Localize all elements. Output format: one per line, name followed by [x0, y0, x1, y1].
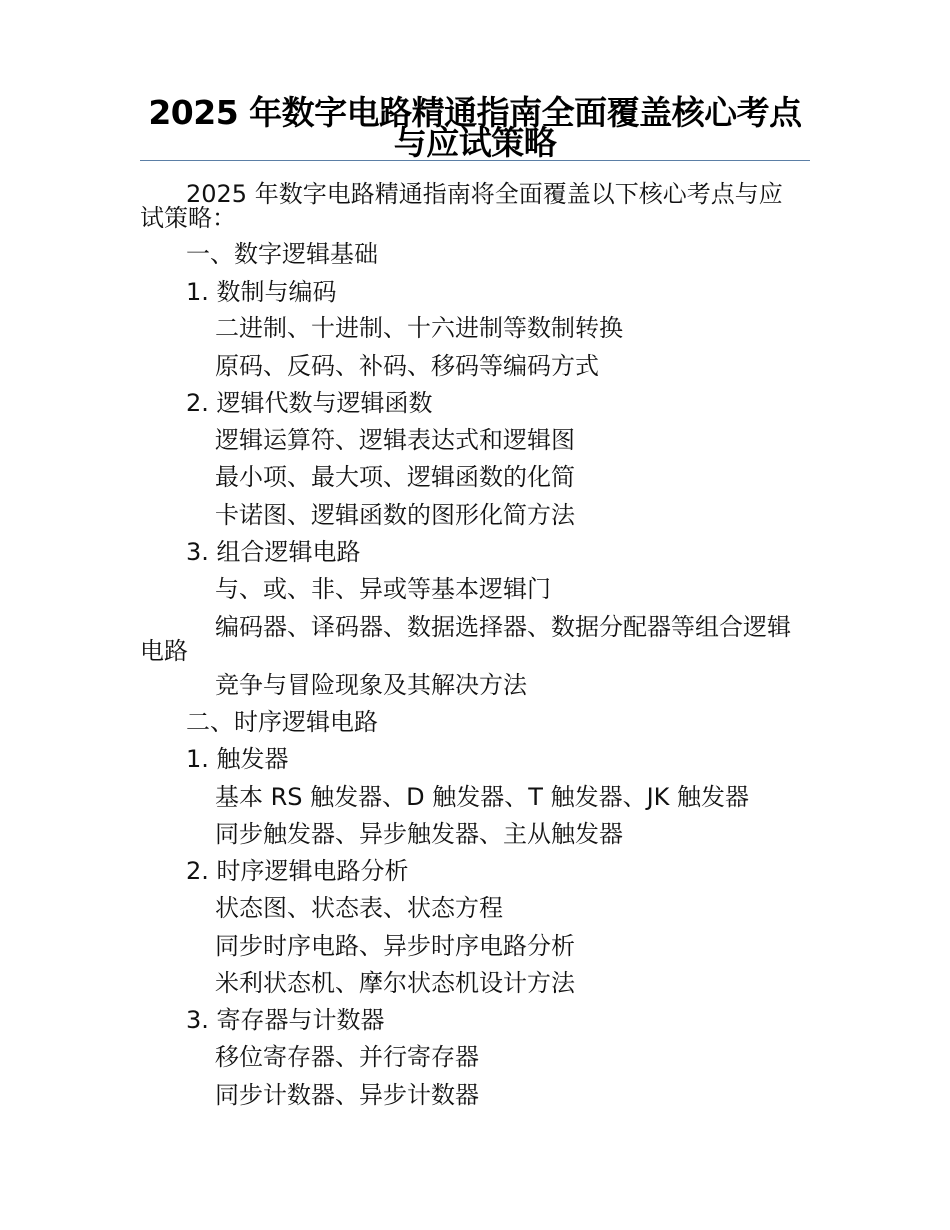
- list-item: 二进制、十进制、十六进制等数制转换: [215, 314, 623, 342]
- intro-paragraph: 2025 年数字电路精通指南将全面覆盖以下核心考点与应试策略：: [140, 180, 783, 232]
- list-item: 移位寄存器、并行寄存器: [215, 1043, 479, 1071]
- title-divider: [140, 160, 810, 161]
- subsection-heading: 3. 寄存器与计数器: [186, 1006, 385, 1034]
- section-heading: 一、数字逻辑基础: [186, 240, 378, 268]
- list-item: 同步计数器、异步计数器: [215, 1081, 479, 1109]
- list-item: 米利状态机、摩尔状态机设计方法: [215, 969, 575, 997]
- list-item: 编码器、译码器、数据选择器、数据分配器等组合逻辑电路: [140, 613, 791, 665]
- subsection-heading: 2. 时序逻辑电路分析: [186, 857, 409, 885]
- subsection-heading: 1. 触发器: [186, 745, 289, 773]
- subsection-heading: 1. 数制与编码: [186, 278, 337, 306]
- list-item: 最小项、最大项、逻辑函数的化简: [215, 463, 575, 491]
- list-item: 同步时序电路、异步时序电路分析: [215, 932, 575, 960]
- list-item: 同步触发器、异步触发器、主从触发器: [215, 820, 623, 848]
- list-item: 与、或、非、异或等基本逻辑门: [215, 575, 551, 603]
- list-item: 卡诺图、逻辑函数的图形化简方法: [215, 501, 575, 529]
- list-item: 逻辑运算符、逻辑表达式和逻辑图: [215, 426, 575, 454]
- list-item: 状态图、状态表、状态方程: [215, 894, 503, 922]
- list-item: 原码、反码、补码、移码等编码方式: [215, 352, 599, 380]
- subsection-heading: 2. 逻辑代数与逻辑函数: [186, 389, 433, 417]
- list-item: 竞争与冒险现象及其解决方法: [215, 671, 527, 699]
- section-heading: 二、时序逻辑电路: [186, 708, 378, 736]
- list-item: 基本 RS 触发器、D 触发器、T 触发器、JK 触发器: [215, 783, 750, 811]
- subsection-heading: 3. 组合逻辑电路: [186, 538, 361, 566]
- document-title: 2025 年数字电路精通指南全面覆盖核心考点与应试策略: [148, 93, 802, 162]
